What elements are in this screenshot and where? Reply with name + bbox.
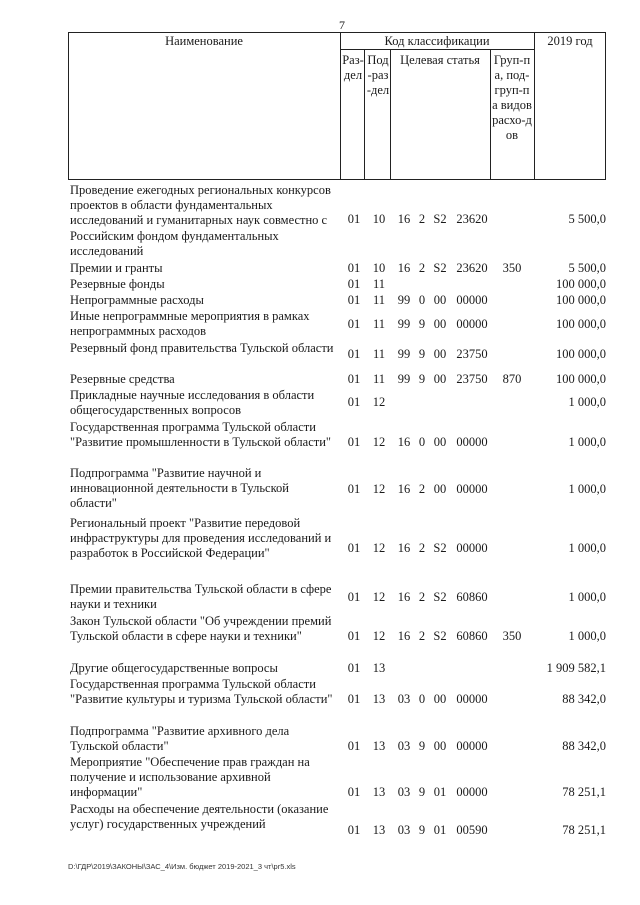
- code-cs4: 23750: [456, 347, 488, 361]
- row-name: Проведение ежегодных региональных конкурсов проектов в области фундаментальных исследований и гуманитарных наук совместно с Российским фондом фундаментальных исследований: [70, 183, 331, 258]
- code-rz: 01: [347, 261, 361, 275]
- code-cs2: 9: [418, 823, 426, 837]
- code-cs4: 00000: [456, 435, 488, 449]
- code-pr: 10: [372, 261, 386, 275]
- code-pr: 12: [372, 435, 386, 449]
- code-cs4: 00000: [456, 692, 488, 706]
- code-pr: 12: [372, 482, 386, 496]
- code-pr: 11: [372, 317, 386, 331]
- code-cs2: 2: [418, 541, 426, 555]
- code-rz: 01: [347, 661, 361, 675]
- code-pr: 13: [372, 739, 386, 753]
- code-cs1: 16: [397, 212, 411, 226]
- code-cs3: S2: [433, 261, 447, 275]
- code-cs3: 00: [433, 372, 447, 386]
- row-name: Государственная программа Тульской области "Развитие промышленности в Тульской области": [70, 420, 332, 450]
- header-subsection: Под-раз-дел: [366, 53, 390, 97]
- code-cs3: 00: [433, 482, 447, 496]
- code-cs1: 03: [397, 785, 411, 799]
- code-cs3: 01: [433, 785, 447, 799]
- amount-2019: 5 500,0: [568, 212, 606, 226]
- code-vr: 870: [502, 372, 522, 386]
- row-name: Закон Тульской области "Об учреждении премий Тульской области в сфере науки и техники": [70, 614, 332, 644]
- code-cs3: 00: [433, 347, 447, 361]
- row-name: Резервные средства: [70, 372, 175, 386]
- row-name: Премии и гранты: [70, 261, 163, 275]
- code-cs2: 2: [418, 482, 426, 496]
- amount-2019: 1 000,0: [568, 435, 606, 449]
- code-pr: 11: [372, 347, 386, 361]
- code-pr: 11: [372, 372, 386, 386]
- code-cs1: 03: [397, 692, 411, 706]
- amount-2019: 1 000,0: [568, 629, 606, 643]
- code-cs4: 00000: [456, 482, 488, 496]
- amount-2019: 78 251,1: [562, 785, 606, 799]
- code-pr: 13: [372, 823, 386, 837]
- row-name: Подпрограмма "Развитие научной и инновационной деятельности в Тульской области": [70, 466, 289, 511]
- code-cs4: 00000: [456, 785, 488, 799]
- code-cs2: 9: [418, 317, 426, 331]
- amount-2019: 88 342,0: [562, 692, 606, 706]
- code-cs1: 16: [397, 482, 411, 496]
- code-cs3: 00: [433, 739, 447, 753]
- page-number: 7: [339, 18, 345, 32]
- row-name: Премии правительства Тульской области в сфере науки и техники: [70, 582, 332, 612]
- code-pr: 12: [372, 395, 386, 409]
- code-pr: 13: [372, 692, 386, 706]
- row-name: Другие общегосударственные вопросы: [70, 661, 278, 675]
- code-cs2: 0: [418, 293, 426, 307]
- row-name: Государственная программа Тульской области "Развитие культуры и туризма Тульской области": [70, 677, 333, 707]
- amount-2019: 5 500,0: [568, 261, 606, 275]
- amount-2019: 1 000,0: [568, 541, 606, 555]
- code-rz: 01: [347, 482, 361, 496]
- amount-2019: 1 000,0: [568, 482, 606, 496]
- code-cs4: 00000: [456, 739, 488, 753]
- code-rz: 01: [347, 347, 361, 361]
- code-cs3: S2: [433, 212, 447, 226]
- code-cs1: 16: [397, 435, 411, 449]
- header-name: Наименование: [165, 34, 243, 48]
- code-cs1: 16: [397, 541, 411, 555]
- code-rz: 01: [347, 395, 361, 409]
- amount-2019: 100 000,0: [556, 372, 606, 386]
- code-cs4: 00000: [456, 317, 488, 331]
- row-name: Иные непрограммные мероприятия в рамках непрограммных расходов: [70, 309, 310, 339]
- amount-2019: 78 251,1: [562, 823, 606, 837]
- code-cs1: 16: [397, 629, 411, 643]
- code-cs2: 9: [418, 347, 426, 361]
- code-cs4: 00000: [456, 293, 488, 307]
- row-name: Подпрограмма "Развитие архивного дела Тульской области": [70, 724, 290, 754]
- row-name: Непрограммные расходы: [70, 293, 204, 307]
- code-pr: 13: [372, 661, 386, 675]
- code-cs1: 16: [397, 261, 411, 275]
- amount-2019: 88 342,0: [562, 739, 606, 753]
- code-pr: 11: [372, 293, 386, 307]
- header-target: Целевая статья: [400, 53, 480, 67]
- code-rz: 01: [347, 372, 361, 386]
- code-vr: 350: [502, 629, 522, 643]
- code-cs1: 03: [397, 739, 411, 753]
- code-pr: 12: [372, 541, 386, 555]
- row-name: Прикладные научные исследования в области общегосударственных вопросов: [70, 388, 315, 418]
- file-path-footer: D:\ГДР\2019\ЗАКОНЫ\ЗАС_4\Изм. бюджет 2019-2021_3 чт\pr5.xls: [68, 862, 296, 871]
- code-cs3: 01: [433, 823, 447, 837]
- code-cs3: S2: [433, 541, 447, 555]
- code-rz: 01: [347, 823, 361, 837]
- code-rz: 01: [347, 277, 361, 291]
- code-pr: 12: [372, 629, 386, 643]
- row-name: Региональный проект "Развитие передовой инфраструктуры для проведения исследований и разработок в Российской Федерации": [70, 516, 332, 561]
- code-cs3: S2: [433, 590, 447, 604]
- code-cs2: 0: [418, 435, 426, 449]
- code-pr: 11: [372, 277, 386, 291]
- row-name: Резервные фонды: [70, 277, 165, 291]
- code-cs4: 00000: [456, 541, 488, 555]
- code-cs2: 2: [418, 212, 426, 226]
- code-cs2: 9: [418, 372, 426, 386]
- code-pr: 12: [372, 590, 386, 604]
- amount-2019: 1 000,0: [568, 590, 606, 604]
- code-cs3: S2: [433, 629, 447, 643]
- code-cs3: 00: [433, 435, 447, 449]
- code-rz: 01: [347, 629, 361, 643]
- header-year: 2019 год: [547, 34, 593, 48]
- code-cs3: 00: [433, 692, 447, 706]
- code-cs2: 9: [418, 739, 426, 753]
- code-cs4: 60860: [456, 629, 488, 643]
- header-code: Код классификации: [384, 34, 490, 48]
- amount-2019: 100 000,0: [556, 293, 606, 307]
- code-rz: 01: [347, 590, 361, 604]
- code-pr: 13: [372, 785, 386, 799]
- amount-2019: 100 000,0: [556, 277, 606, 291]
- code-cs3: 00: [433, 317, 447, 331]
- amount-2019: 1 000,0: [568, 395, 606, 409]
- code-rz: 01: [347, 317, 361, 331]
- code-pr: 10: [372, 212, 386, 226]
- header-section: Раз-дел: [342, 53, 364, 82]
- code-cs1: 03: [397, 823, 411, 837]
- code-cs4: 23750: [456, 372, 488, 386]
- code-cs2: 9: [418, 785, 426, 799]
- code-cs2: 0: [418, 692, 426, 706]
- code-rz: 01: [347, 692, 361, 706]
- code-cs2: 2: [418, 590, 426, 604]
- code-cs4: 60860: [456, 590, 488, 604]
- code-rz: 01: [347, 435, 361, 449]
- code-rz: 01: [347, 293, 361, 307]
- amount-2019: 100 000,0: [556, 317, 606, 331]
- row-name: Мероприятие "Обеспечение прав граждан на получение и использование архивной информации": [70, 755, 310, 800]
- code-cs4: 23620: [456, 212, 488, 226]
- code-rz: 01: [347, 212, 361, 226]
- code-rz: 01: [347, 739, 361, 753]
- code-cs2: 2: [418, 261, 426, 275]
- code-cs1: 16: [397, 590, 411, 604]
- code-cs1: 99: [397, 347, 411, 361]
- amount-2019: 100 000,0: [556, 347, 606, 361]
- amount-2019: 1 909 582,1: [546, 661, 606, 675]
- header-group: Груп-па, под-груп-па видов расхо-дов: [492, 53, 532, 142]
- row-name: Резервный фонд правительства Тульской области: [70, 341, 334, 355]
- code-cs2: 2: [418, 629, 426, 643]
- code-cs1: 99: [397, 293, 411, 307]
- code-cs4: 00590: [456, 823, 488, 837]
- row-name: Расходы на обеспечение деятельности (оказание услуг) государственных учреждений: [70, 802, 329, 832]
- code-rz: 01: [347, 785, 361, 799]
- code-cs1: 99: [397, 317, 411, 331]
- code-cs4: 23620: [456, 261, 488, 275]
- code-vr: 350: [502, 261, 522, 275]
- code-cs3: 00: [433, 293, 447, 307]
- code-rz: 01: [347, 541, 361, 555]
- code-cs1: 99: [397, 372, 411, 386]
